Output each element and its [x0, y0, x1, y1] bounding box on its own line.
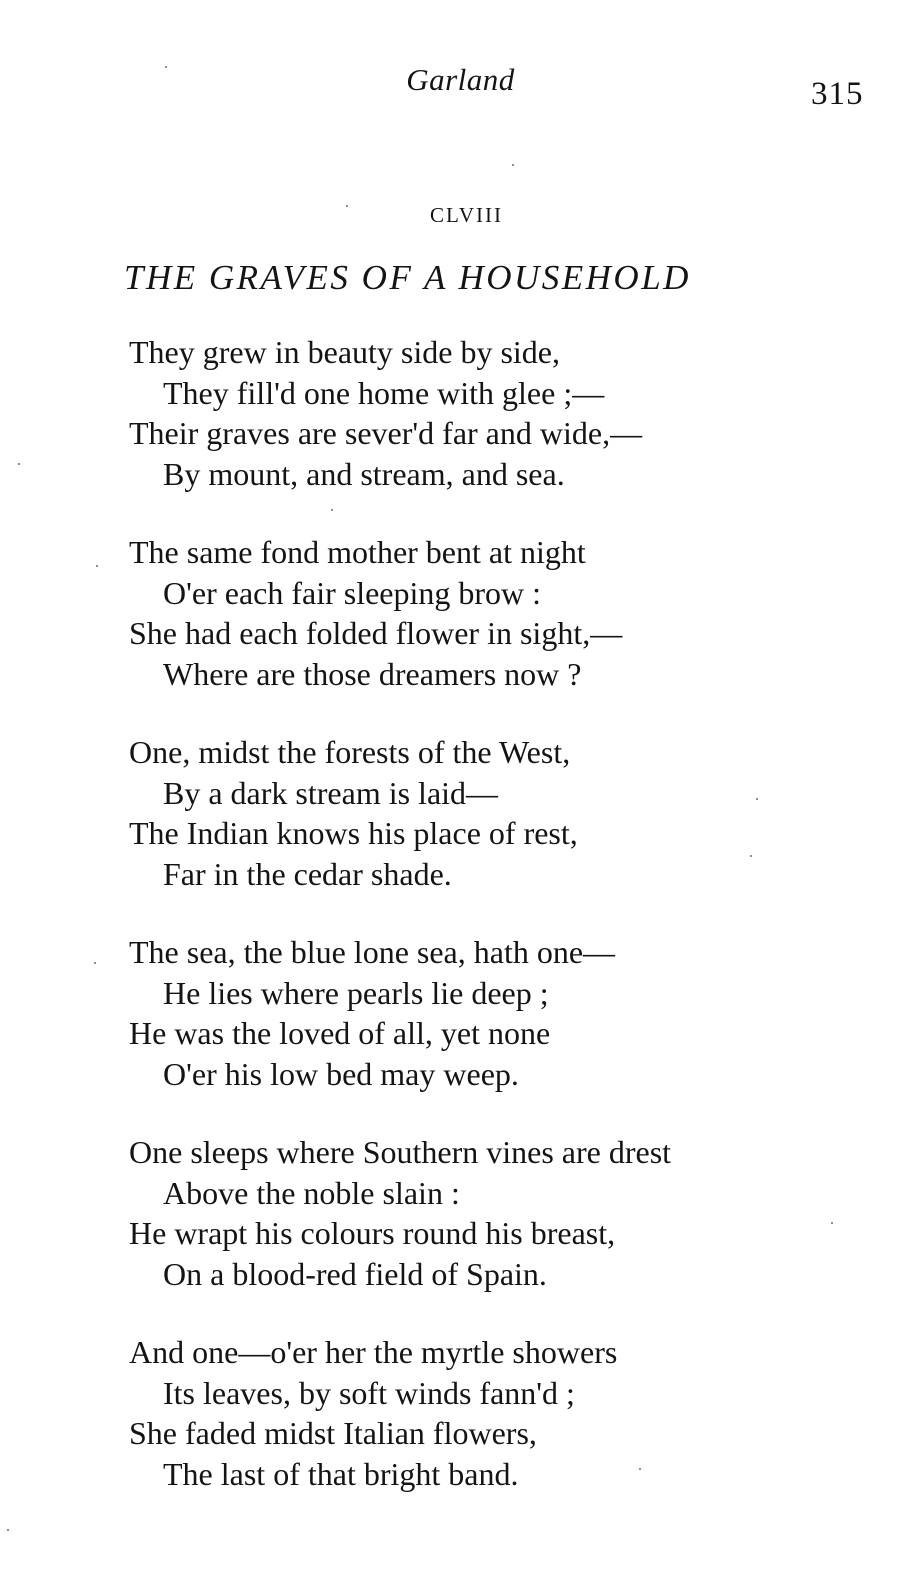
scan-speck	[96, 565, 98, 567]
poem-number: CLVIII	[429, 203, 504, 227]
poem-line: By mount, and stream, and sea.	[163, 455, 565, 492]
stanza-4	[129, 932, 889, 1094]
poem-line: O'er each fair sleeping brow :	[163, 574, 542, 611]
scan-speck	[756, 798, 758, 800]
stanza-3	[129, 732, 889, 894]
poem-line: The sea, the blue lone sea, hath one—	[129, 934, 616, 970]
poem-line: She had each folded flower in sight,—	[129, 615, 623, 651]
scan-speck	[7, 1529, 9, 1531]
poem-line: The last of that bright band.	[163, 1455, 519, 1492]
stanza-1	[129, 332, 889, 494]
scan-speck	[18, 463, 20, 465]
poem-line: One sleeps where Southern vines are drest	[129, 1134, 672, 1170]
scan-speck	[94, 962, 96, 964]
poem-line: They grew in beauty side by side,	[129, 334, 560, 370]
page-number: 315	[811, 76, 864, 112]
poem-line: She faded midst Italian flowers,	[129, 1415, 537, 1451]
running-head-title: Garland	[406, 62, 515, 97]
poem-line: Far in the cedar shade.	[163, 855, 452, 892]
scan-speck	[639, 1468, 641, 1470]
stanza-5	[129, 1132, 889, 1294]
scan-speck	[750, 855, 752, 857]
stanza-2	[129, 532, 889, 694]
poem-line: By a dark stream is laid—	[163, 774, 499, 811]
poem-line: Above the noble slain :	[163, 1174, 460, 1211]
poem-line: One, midst the forests of the West,	[129, 734, 571, 770]
scan-speck	[346, 205, 348, 207]
poem-line: The same fond mother bent at night	[129, 534, 586, 570]
scan-speck	[331, 509, 333, 511]
poem-line: Its leaves, by soft winds fann'd ;	[163, 1374, 575, 1411]
poem-line: Where are those dreamers now ?	[163, 655, 582, 692]
stanza-6	[129, 1332, 889, 1494]
poem-line: O'er his low bed may weep.	[163, 1055, 519, 1092]
poem-title: THE GRAVES OF A HOUSEHOLD	[124, 258, 691, 297]
scan-speck	[831, 1222, 833, 1224]
poem-line: And one—o'er her the myrtle showers	[129, 1334, 618, 1370]
poem-line: The Indian knows his place of rest,	[129, 815, 578, 851]
poem-line: He wrapt his colours round his breast,	[129, 1215, 616, 1251]
poem-line: He lies where pearls lie deep ;	[163, 974, 549, 1011]
scan-speck	[165, 66, 167, 68]
poem-line: They fill'd one home with glee ;—	[163, 374, 605, 411]
poem-line: On a blood-red field of Spain.	[163, 1255, 547, 1292]
poem-line: Their graves are sever'd far and wide,—	[129, 415, 643, 451]
poem-line: He was the loved of all, yet none	[129, 1015, 551, 1051]
scan-speck	[512, 164, 514, 166]
poem-body	[129, 332, 889, 1532]
